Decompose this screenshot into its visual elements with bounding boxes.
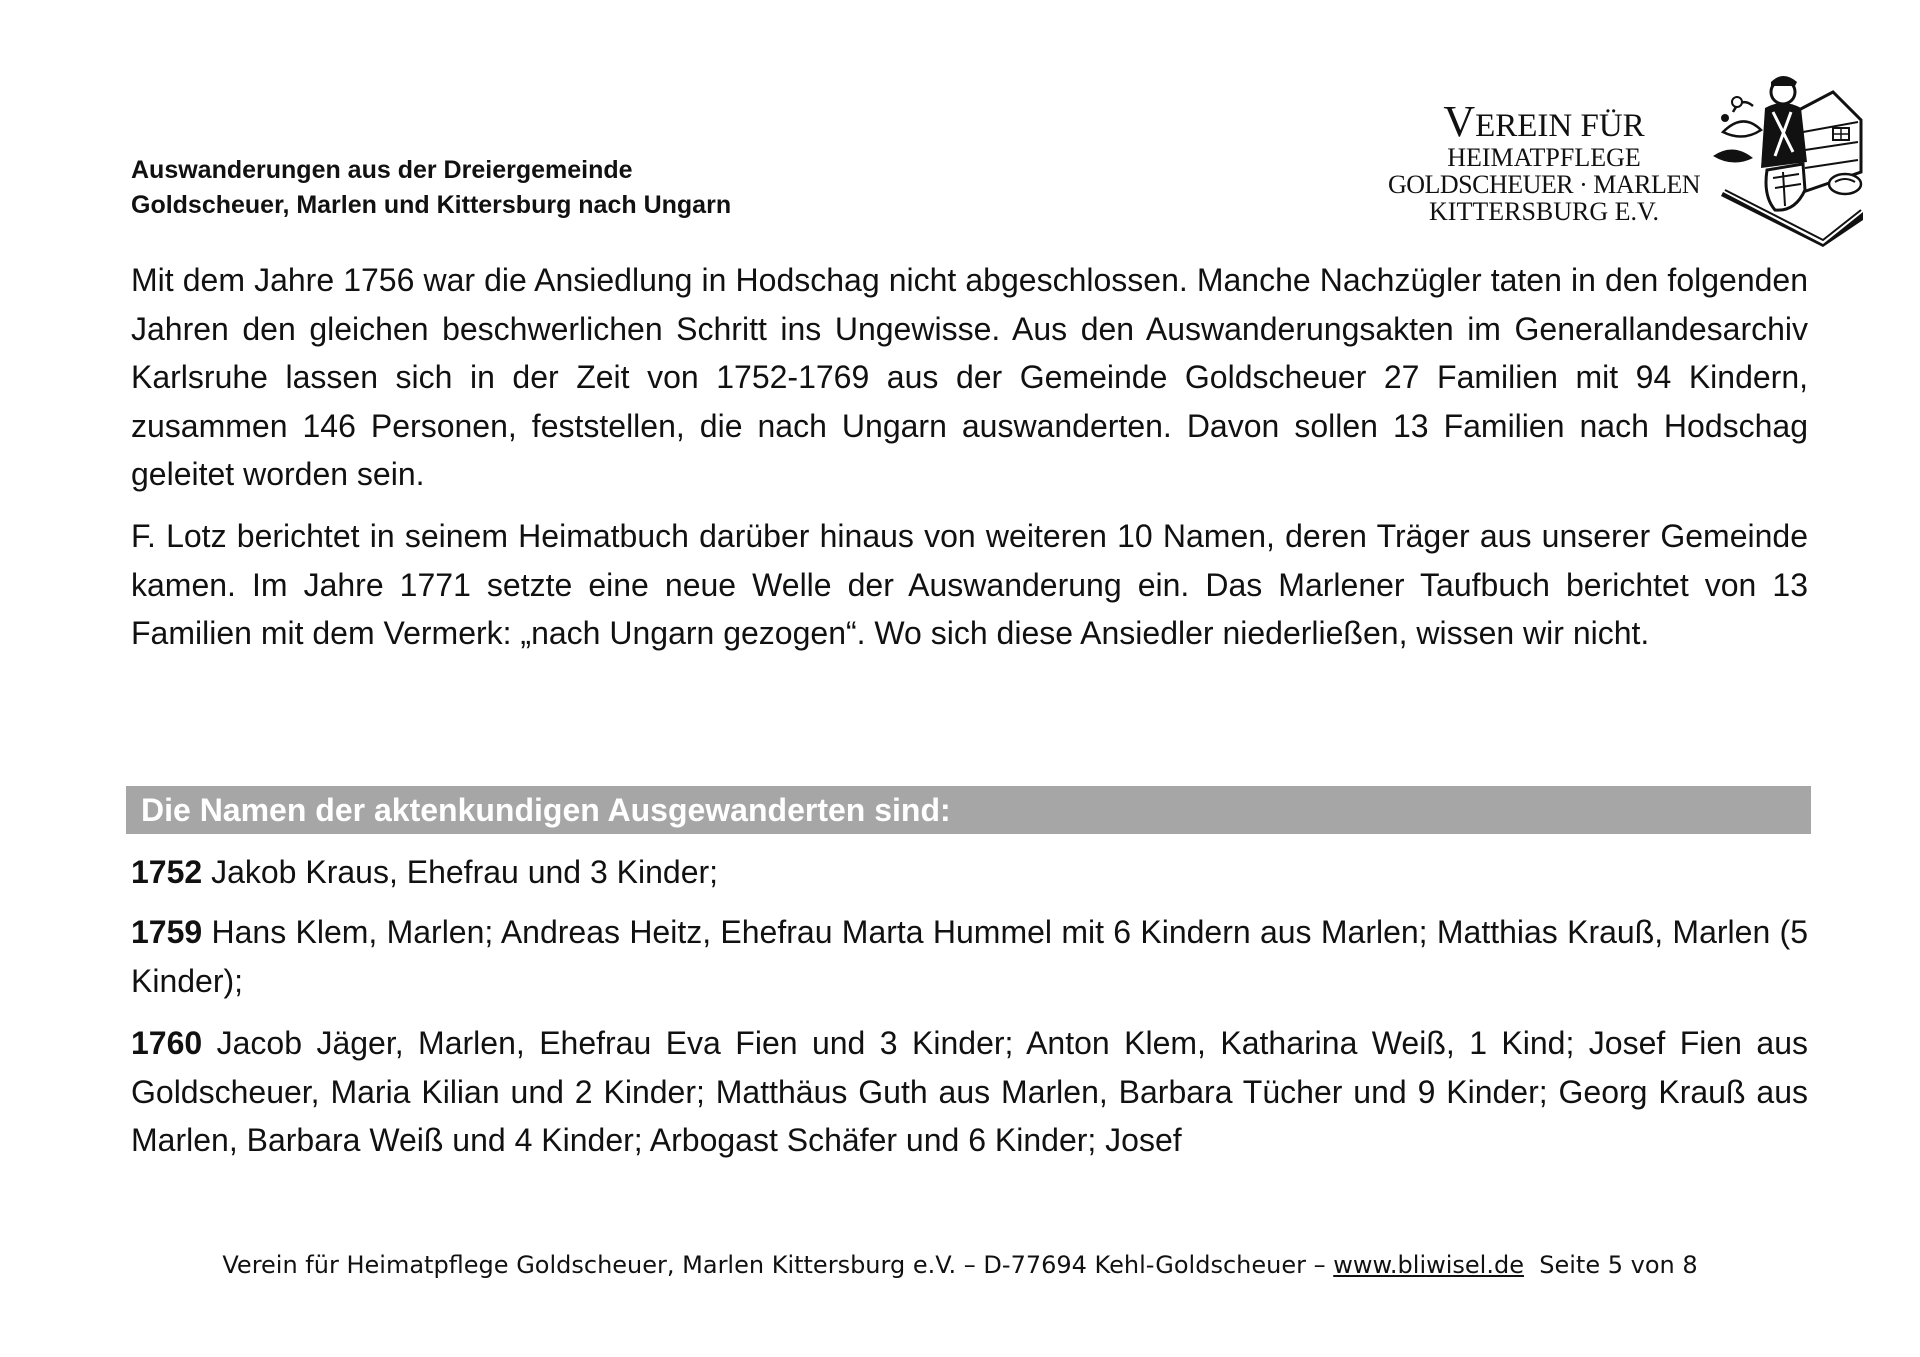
list-item bbox=[131, 1019, 1808, 1165]
entry-text: Hans Klem, Marlen; Andreas Heitz, Ehefrau Marta Hummel mit 6 Kindern aus Marlen; Matthias Krauß, Marlen (5 Kinder); bbox=[131, 914, 1808, 999]
website-link[interactable]: www.bliwisel.de bbox=[1333, 1251, 1524, 1279]
header-title-line-1: Auswanderungen aus der Dreiergemeinde bbox=[131, 156, 633, 184]
page-number: Seite 5 von 8 bbox=[1523, 1251, 1698, 1279]
association-logo bbox=[1385, 72, 1865, 252]
section-heading: Die Namen der aktenkundigen Ausgewanderten sind: bbox=[141, 792, 951, 828]
header-title-line-2: Goldscheuer, Marlen und Kittersburg nach Ungarn bbox=[131, 191, 732, 219]
paragraph-2 bbox=[131, 512, 1808, 658]
paragraph-text: F. Lotz berichtet in seinem Heimatbuch darüber hinaus von weiteren 10 Namen, deren Träger aus unserer Gemeinde kamen. Im Jahre 1771 setzte eine neue Welle der Auswanderung ein. Das Marlener Taufbuch berichtet von 13 Familien mit dem Vermerk: „nach Ungarn gezogen“. Wo sich diese Ansiedler niederließen, wissen wir nicht. bbox=[131, 518, 1808, 651]
entry-text: Jakob Kraus, Ehefrau und 3 Kinder; bbox=[202, 854, 719, 890]
coat-of-arms-icon bbox=[1703, 72, 1865, 247]
logo-line-2: HEIMATPFLEGE bbox=[1447, 143, 1641, 172]
list-item bbox=[131, 848, 1808, 897]
logo-line-1: EREIN FÜR bbox=[1475, 108, 1645, 144]
entry-year: 1759 bbox=[131, 914, 203, 950]
footer-text: Verein für Heimatpflege Goldscheuer, Marlen Kittersburg e.V. – D-77694 Kehl-Goldscheuer – bbox=[222, 1251, 1334, 1279]
paragraph-1 bbox=[131, 256, 1808, 499]
paragraph-text: Mit dem Jahre 1756 war die Ansiedlung in Hodschag nicht abgeschlossen. Manche Nachzügler taten in den folgenden Jahren den gleichen beschwerlichen Schritt ins Ungewisse. Aus den Auswanderungsakten im Generallandesarchiv Karlsruhe lassen sich in der Zeit von 1752-1769 aus der Gemeinde Goldscheuer 27 Familien mit 94 Kindern, zusammen 146 Personen, feststellen, die nach Ungarn auswanderten. Davon sollen 13 Familien nach Hodschag geleitet worden sein. bbox=[131, 262, 1808, 492]
entry-year: 1760 bbox=[131, 1025, 203, 1061]
document-header bbox=[131, 153, 931, 223]
logo-line-4: KITTERSBURG E.V. bbox=[1429, 197, 1659, 226]
logo-line-1-initial: V bbox=[1443, 97, 1476, 146]
logo-wordmark bbox=[1385, 97, 1703, 226]
section-heading-bar bbox=[126, 786, 1811, 834]
page-footer bbox=[0, 1249, 1920, 1281]
logo-line-3: GOLDSCHEUER · MARLEN bbox=[1387, 170, 1701, 199]
entry-text: Jacob Jäger, Marlen, Ehefrau Eva Fien und 3 Kinder; Anton Klem, Katharina Weiß, 1 Kind; Josef Fien aus Goldscheuer, Maria Kilian und 2 Kinder; Matthäus Guth aus Marlen, Barbara Tücher und 9 Kinder; Georg Krauß aus Marlen, Barbara Weiß und 4 Kinder; Arbogast Schäfer und 6 Kinder; Josef bbox=[131, 1025, 1808, 1158]
entry-year: 1752 bbox=[131, 854, 203, 890]
list-item bbox=[131, 908, 1808, 1005]
